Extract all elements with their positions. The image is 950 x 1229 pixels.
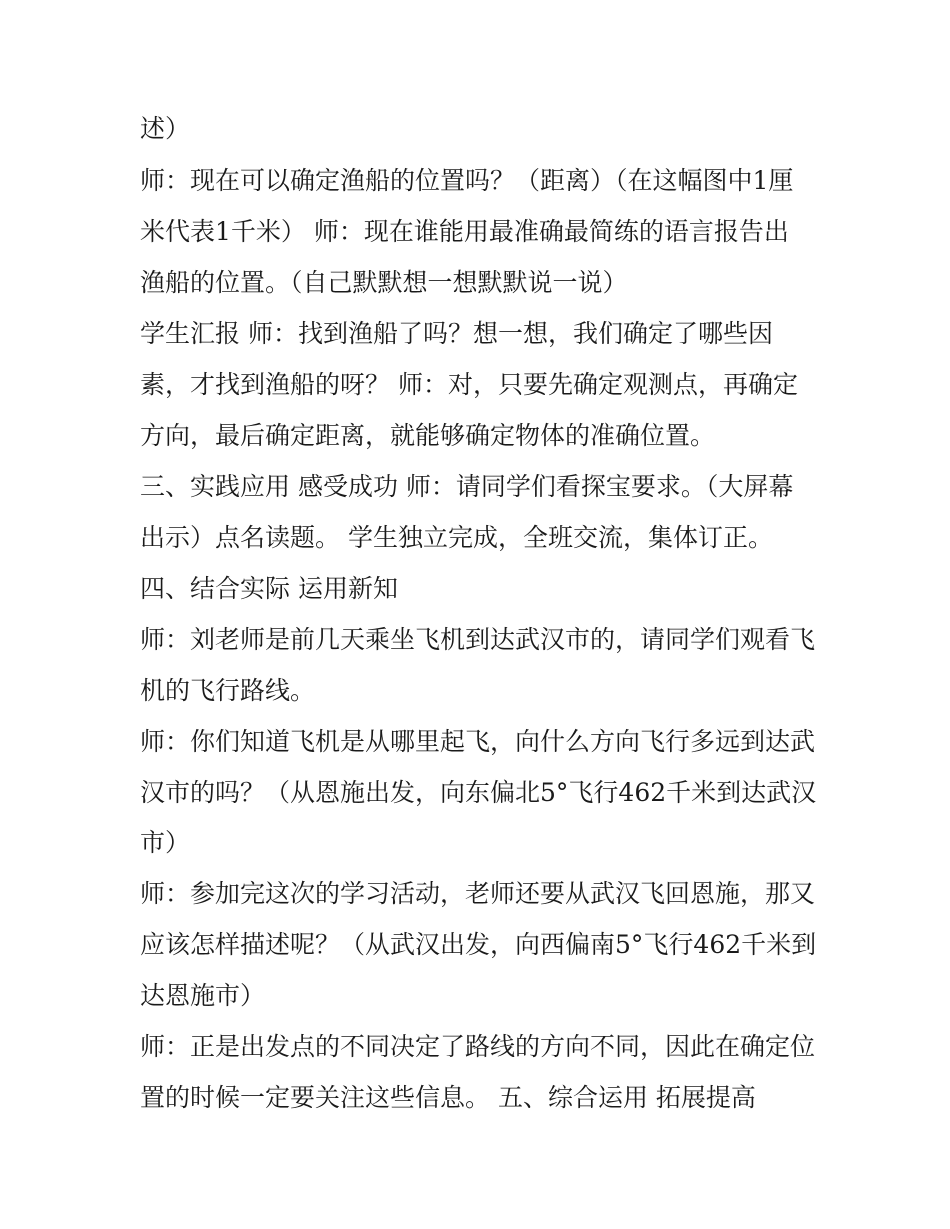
text-line: 师：你们知道飞机是从哪里起飞，向什么方向飞行多远到达武 (140, 727, 816, 756)
text-line: 三、实践应用 感受成功 师：请同学们看探宝要求。（大屏幕 (140, 472, 794, 501)
text-line: 置的时候一定要关注这些信息。 五、综合运用 拓展提高 (140, 1083, 756, 1112)
text-line: 渔船的位置。（自己默默想一想默默说一说） (140, 268, 628, 297)
text-line: 述） (140, 114, 191, 143)
text-line: 方向，最后确定距离，就能够确定物体的准确位置。 (140, 421, 716, 450)
text-line: 米代表1千米） 师：现在谁能用最准确最简练的语言报告出 (140, 217, 789, 246)
text-line: 师：现在可以确定渔船的位置吗？（距离）（在这幅图中1厘 (140, 166, 794, 195)
text-line: 汉市的吗？（从恩施出发，向东偏北5°飞行462千米到达武汉 (140, 778, 817, 807)
text-line: 师：参加完这次的学习活动，老师还要从武汉飞回恩施，那又 (140, 879, 816, 908)
text-line: 应该怎样描述呢？（从武汉出发，向西偏南5°飞行462千米到 (140, 930, 817, 959)
text-line: 素，才找到渔船的呀？ 师：对，只要先确定观测点，再确定 (140, 370, 798, 399)
text-line: 机的飞行路线。 (140, 676, 316, 705)
text-line: 师：刘老师是前几天乘坐飞机到达武汉市的，请同学们观看飞 (140, 625, 816, 654)
text-line: 师：正是出发点的不同决定了路线的方向不同，因此在确定位 (140, 1032, 816, 1061)
text-line: 出示）点名读题。 学生独立完成，全班交流，集体订正。 (140, 523, 773, 552)
text-line: 学生汇报 师：找到渔船了吗？想一想，我们确定了哪些因 (140, 319, 773, 348)
text-line: 达恩施市） (140, 981, 266, 1010)
text-line: 四、结合实际 运用新知 (140, 574, 398, 603)
text-line: 市） (140, 828, 191, 857)
